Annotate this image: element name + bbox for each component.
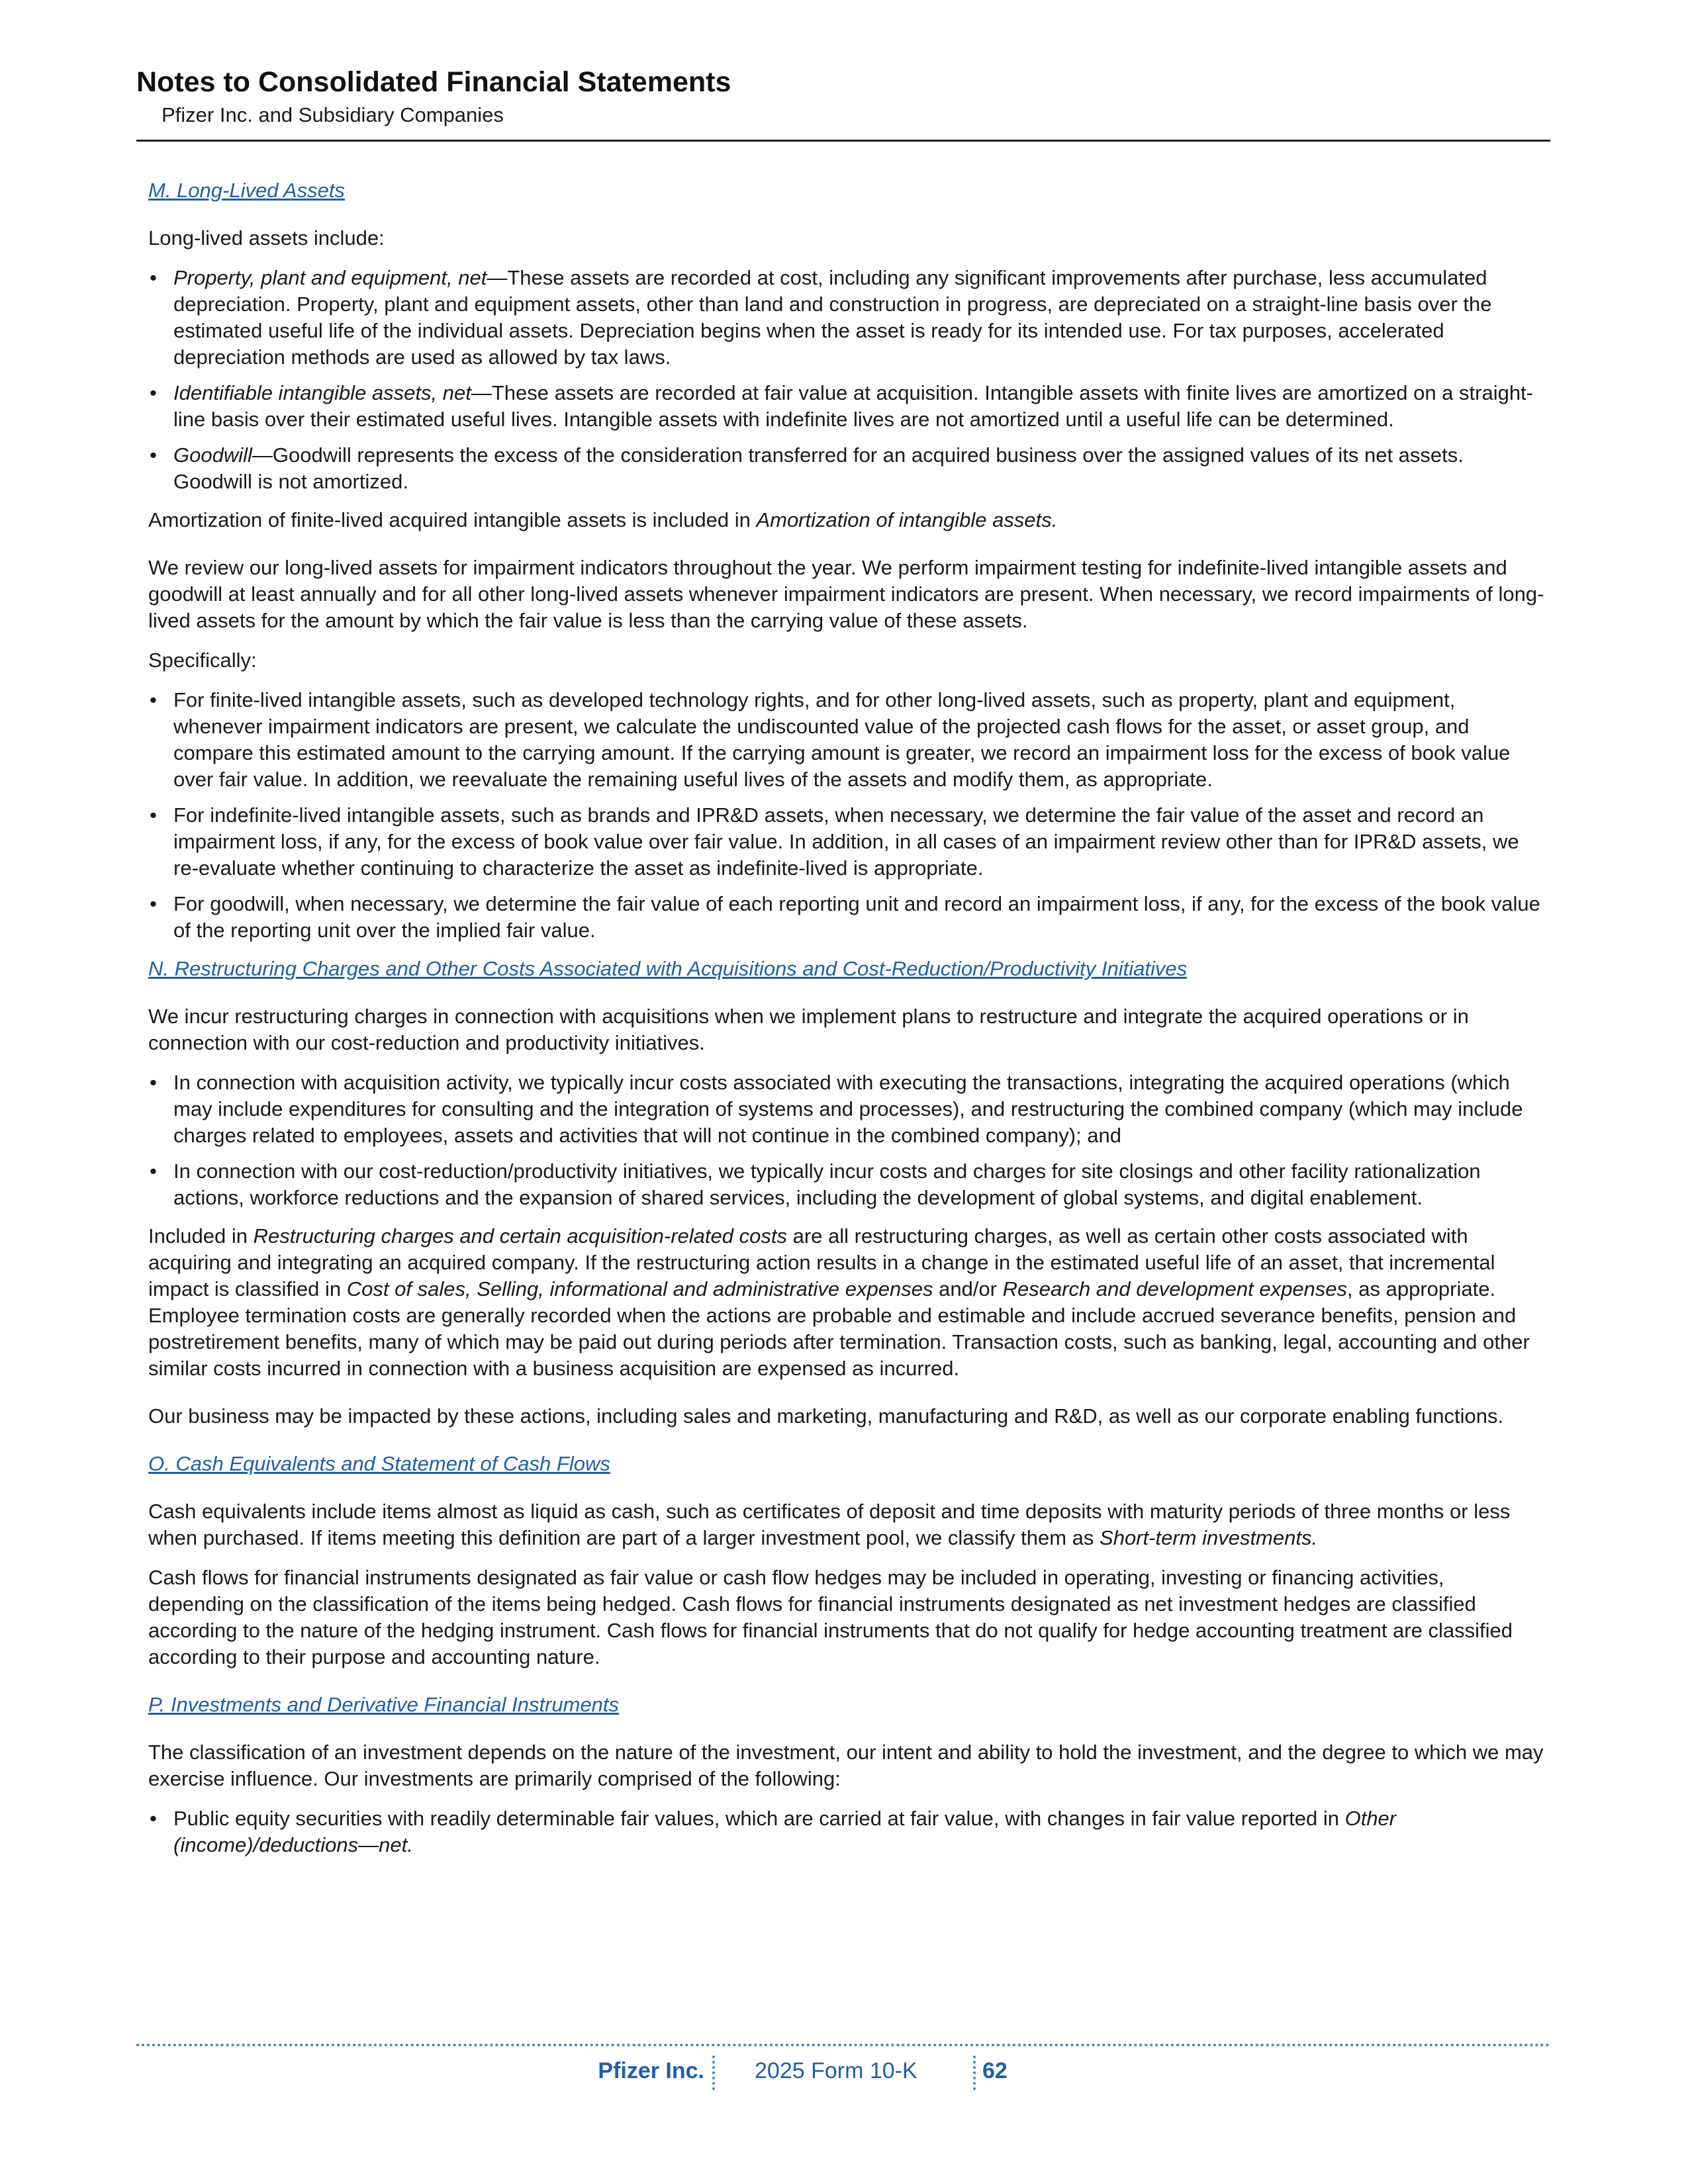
list-item-text: —These assets are recorded at cost, including any significant improvements after purchase, less accumulated depreciation. Property, plant and equipment assets, other than land and construction in progress, are depreciated on a straight-line basis over the estimated useful life of the individual assets. Depreciation begins when the asset is ready for its intended use. For tax purposes, accelerated depreciation methods are used as allowed by tax laws. [173, 266, 1492, 369]
header-divider [136, 140, 1550, 142]
footer-separator [973, 2056, 976, 2090]
footer-divider [136, 2044, 1550, 2046]
text-run: , as appropriate. Employee termination costs are generally recorded when the actions are probable and estimable and include accrued severance benefits, pension and postretirement benefits, many of which may be paid out during periods after termination. Transaction costs, such as banking, legal, accounting and other similar costs incurred in connection with a business acquisition are expensed as incurred. [148, 1277, 1530, 1380]
list-item [148, 380, 1545, 433]
paragraph: Long-lived assets include: [148, 226, 385, 250]
text-run: are all restructuring charges, as well as certain other costs associated with acquiring and integrating an acquired company. If the restructuring action results in a change in the estimated useful life of an asset, that incremental impact is classified in [148, 1224, 1495, 1300]
page-footer [0, 2052, 1688, 2091]
bullet-list [148, 265, 1545, 495]
paragraph [148, 507, 1545, 533]
text-run: Included in [148, 1224, 254, 1248]
term: Identifiable intangible assets, net [173, 381, 471, 404]
list-item: • For indefinite-lived intangible assets, such as brands and IPR&D assets, when necessary, we determine the fair value of the asset and record an impairment loss, if any, for the excess of book value over fair value. In addition, in all cases of an impairment review other than for IPR&D assets, we re-evaluate whether continuing to characterize the asset as indefinite-lived is appropriate. [148, 802, 1545, 882]
footer-company: Pfizer Inc. [598, 2058, 704, 2083]
section-heading-restructuring[interactable]: N. Restructuring Charges and Other Costs Associated with Acquisitions and Cost-Reduction/Productivity Initiatives [148, 957, 1188, 980]
paragraph: Specifically: [148, 649, 257, 672]
page-number: 62 [982, 2058, 1008, 2083]
bullet-list [148, 1805, 1545, 1858]
section-heading-investments[interactable]: P. Investments and Derivative Financial Instruments [148, 1693, 620, 1716]
bullet-list [148, 1069, 1545, 1211]
text-run: and/or [933, 1277, 1003, 1300]
section-heading-cash-equivalents[interactable]: O. Cash Equivalents and Statement of Cash Flows [148, 1452, 610, 1475]
text-run: Cash equivalents include items almost as liquid as cash, such as certificates of deposit and time deposits with maturity periods of three months or less when purchased. If items meeting this definition are part of a larger investment pool, we classify them as [148, 1500, 1511, 1549]
paragraph: We incur restructuring charges in connection with acquisitions when we implement plans to restructure and integrate the acquired operations or in connection with our cost-reduction and productivity initiatives. [148, 1005, 1469, 1054]
list-item-text: —Goodwill represents the excess of the consideration transferred for an acquired business over the assigned values of its net assets. Goodwill is not amortized. [173, 443, 1464, 493]
text-run-italic: Short-term investments. [1100, 1526, 1318, 1549]
page-title: Notes to Consolidated Financial Statements [136, 66, 731, 98]
list-item: • For goodwill, when necessary, we determine the fair value of each reporting unit and record an impairment loss, if any, for the excess of the book value of the reporting unit over the implied fair value. [148, 891, 1545, 944]
paragraph: Cash flows for financial instruments designated as fair value or cash flow hedges may be included in operating, investing or financing activities, depending on the classification of the items being hedged. Cash flows for financial instruments designated as net investment hedges are classified according to the nature of the hedging instrument. Cash flows for financial instruments that do not qualify for hedge accounting treatment are classified according to their purpose and accounting nature. [148, 1566, 1513, 1668]
footer-form-name: 2025 Form 10-K [755, 2058, 917, 2083]
list-item [148, 1805, 1545, 1858]
page-subtitle: Pfizer Inc. and Subsidiary Companies [162, 103, 504, 126]
text-run: Public equity securities with readily determinable fair values, which are carried at fair value, with changes in fair value reported in [173, 1807, 1345, 1830]
list-item-text: —These assets are recorded at fair value at acquisition. Intangible assets with finite lives are amortized on a straight-line basis over their estimated useful lives. Intangible assets with indefinite lives are not amortized until a useful life can be determined. [173, 381, 1534, 431]
text-run-italic: Research and development expenses [1002, 1277, 1348, 1300]
list-item: • For finite-lived intangible assets, such as developed technology rights, and for other long-lived assets, such as property, plant and equipment, whenever impairment indicators are present, we calculate the undiscounted value of the projected cash flows for the asset, or asset group, and compare this estimated amount to the carrying amount. If the carrying amount is greater, we record an impairment loss for the excess of book value over fair value. In addition, we reevaluate the remaining useful lives of the assets and modify them, as appropriate. [148, 687, 1545, 793]
section-heading-long-lived-assets[interactable]: M. Long-Lived Assets [148, 179, 345, 202]
paragraph: We review our long-lived assets for impairment indicators throughout the year. We perform impairment testing for indefinite-lived intangible assets and goodwill at least annually and for all other long-lived assets whenever impairment indicators are present. When necessary, we record impairments of long-lived assets for the amount by which the fair value is less than the carrying value of these assets. [148, 556, 1544, 632]
text-run-italic: Cost of sales, Selling, informational and administrative expenses [346, 1277, 933, 1300]
term: Goodwill [173, 443, 252, 467]
document-body [148, 177, 1545, 1870]
term: Property, plant and equipment, net [173, 266, 487, 289]
list-item: • In connection with acquisition activity, we typically incur costs associated with executing the transactions, integrating the acquired operations (which may include expenditures for consulting and the integration of systems and processes), and restructuring the combined company (which may include charges related to employees, assets and activities that will not continue in the combined company); and [148, 1069, 1545, 1149]
list-item: • In connection with our cost-reduction/productivity initiatives, we typically incur costs and charges for site closings and other facility rationalization actions, workforce reductions and the expansion of shared services, including the development of global systems, and digital enablement. [148, 1158, 1545, 1211]
paragraph [148, 1498, 1545, 1551]
list-item [148, 442, 1545, 495]
text-run-italic: Restructuring charges and certain acquisition-related costs [253, 1224, 787, 1248]
text-run: Amortization of finite-lived acquired intangible assets is included in [148, 508, 757, 531]
list-item [148, 265, 1545, 371]
paragraph [148, 1223, 1545, 1382]
footer-separator [712, 2056, 715, 2090]
page-header [136, 64, 1550, 128]
bullet-list [148, 687, 1545, 944]
paragraph: Our business may be impacted by these actions, including sales and marketing, manufacturing and R&D, as well as our corporate enabling functions. [148, 1404, 1504, 1428]
text-run-italic: Other (income)/deductions—net. [173, 1807, 1397, 1856]
text-run-italic: Amortization of intangible assets. [756, 508, 1058, 531]
paragraph: The classification of an investment depends on the nature of the investment, our intent and ability to hold the investment, and the degree to which we may exercise influence. Our investments are primarily comprised of the following: [148, 1741, 1544, 1790]
